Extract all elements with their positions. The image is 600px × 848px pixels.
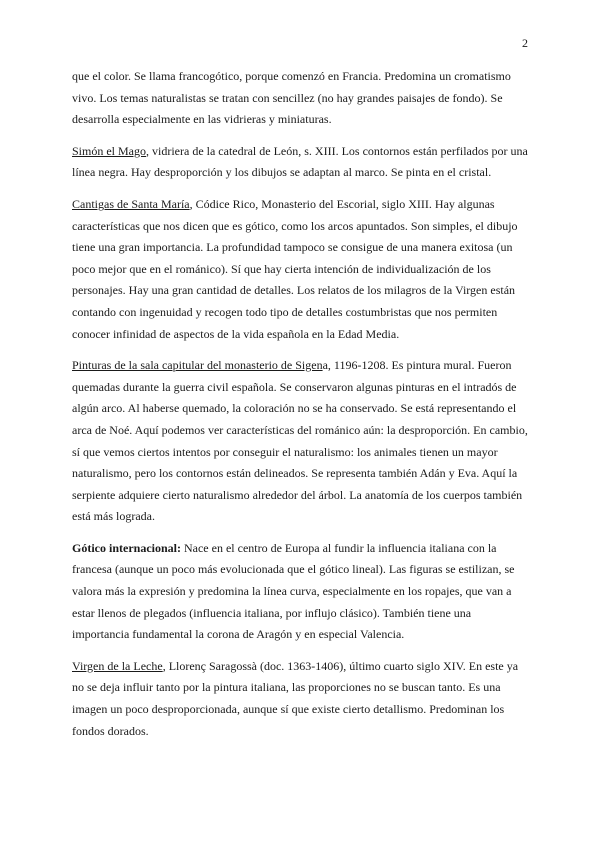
paragraph-text: a, 1196-1208. Es pintura mural. Fueron quemadas durante la guerra civil española. Se conservaron algunas pinturas en el intradós de algún arco. Al haberse quemado, la coloración no se ha conservado. Se está representando el arca de Noé. Aquí podemos ver características del románico aún: la desproporción. En cambio, sí que vemos ciertos intentos por conseguir el naturalismo: los animales tienen un mayor naturalismo, pero los contornos están delineados. Se representa también Adán y Eva. Aquí la serpiente adquiere cierto naturalismo alrededor del árbol. La anatomía de los cuerpos también está más lograda. (72, 358, 528, 524)
artwork-title: Simón el Mago (72, 143, 146, 158)
paragraph-gotico-internacional (72, 538, 530, 646)
artwork-title: Cantigas de Santa María (72, 196, 190, 211)
paragraph-text: , Llorenç Saragossà (doc. 1363-1406), último cuarto siglo XIV. En este ya no se deja influir tanto por la pintura italiana, las proporciones no se buscan tanto. Es una imagen un poco desproporcionada, aunque sí que existe cierto detallismo. Predominan los fondos dorados. (72, 658, 519, 738)
section-heading: Gótico internacional: (72, 540, 181, 555)
artwork-title: Virgen de la Leche (72, 658, 163, 673)
paragraph-sigena (72, 355, 530, 528)
paragraph-virgen-de-la-leche (72, 656, 530, 742)
paragraph-cantigas (72, 194, 530, 345)
paragraph-francogotico (72, 66, 530, 131)
document-body (72, 66, 530, 752)
paragraph-simon-el-mago (72, 141, 530, 184)
paragraph-text: , vidriera de la catedral de León, s. XIII. Los contornos están perfilados por una línea negra. Hay desproporción y los dibujos se adaptan al marco. Se pinta en el cristal. (72, 143, 528, 180)
artwork-title: Pinturas de la sala capitular del monasterio de Sigen (72, 358, 323, 373)
paragraph-text: que el color. Se llama francogótico, porque comenzó en Francia. Predomina un cromatismo vivo. Los temas naturalistas se tratan con sencillez (no hay grandes paisajes de fondo). Se desarrolla especialmente en las vidrieras y miniaturas. (72, 69, 511, 127)
paragraph-text: Nace en el centro de Europa al fundir la influencia italiana con la francesa (aunque un poco más evolucionada que el gótico lineal). Las figuras se estilizan, se valora más la expresión y predomina la línea curva, especialmente en los ropajes, que van a estar llenos de plegados (influencia italiana, por influjo clásico). También tiene una importancia fundamental la corona de Aragón y en especial Valencia. (72, 540, 515, 642)
paragraph-text: , Códice Rico, Monasterio del Escorial, siglo XIII. Hay algunas características que nos dicen que es gótico, como los arcos apuntados. Son simples, el dibujo tiene una gran importancia. La profundidad tampoco se consigue de una manera exitosa (un poco mejor que en el románico). Sí que hay cierta intención de individualización de los personajes. Hay una gran cantidad de detalles. Los relatos de los milagros de la Virgen están contando con ingenuidad y recogen todo tipo de detalles costumbristas que nos permiten conocer infinidad de aspectos de la vida española en la Edad Media. (72, 196, 518, 341)
page-number: 2 (522, 36, 528, 50)
